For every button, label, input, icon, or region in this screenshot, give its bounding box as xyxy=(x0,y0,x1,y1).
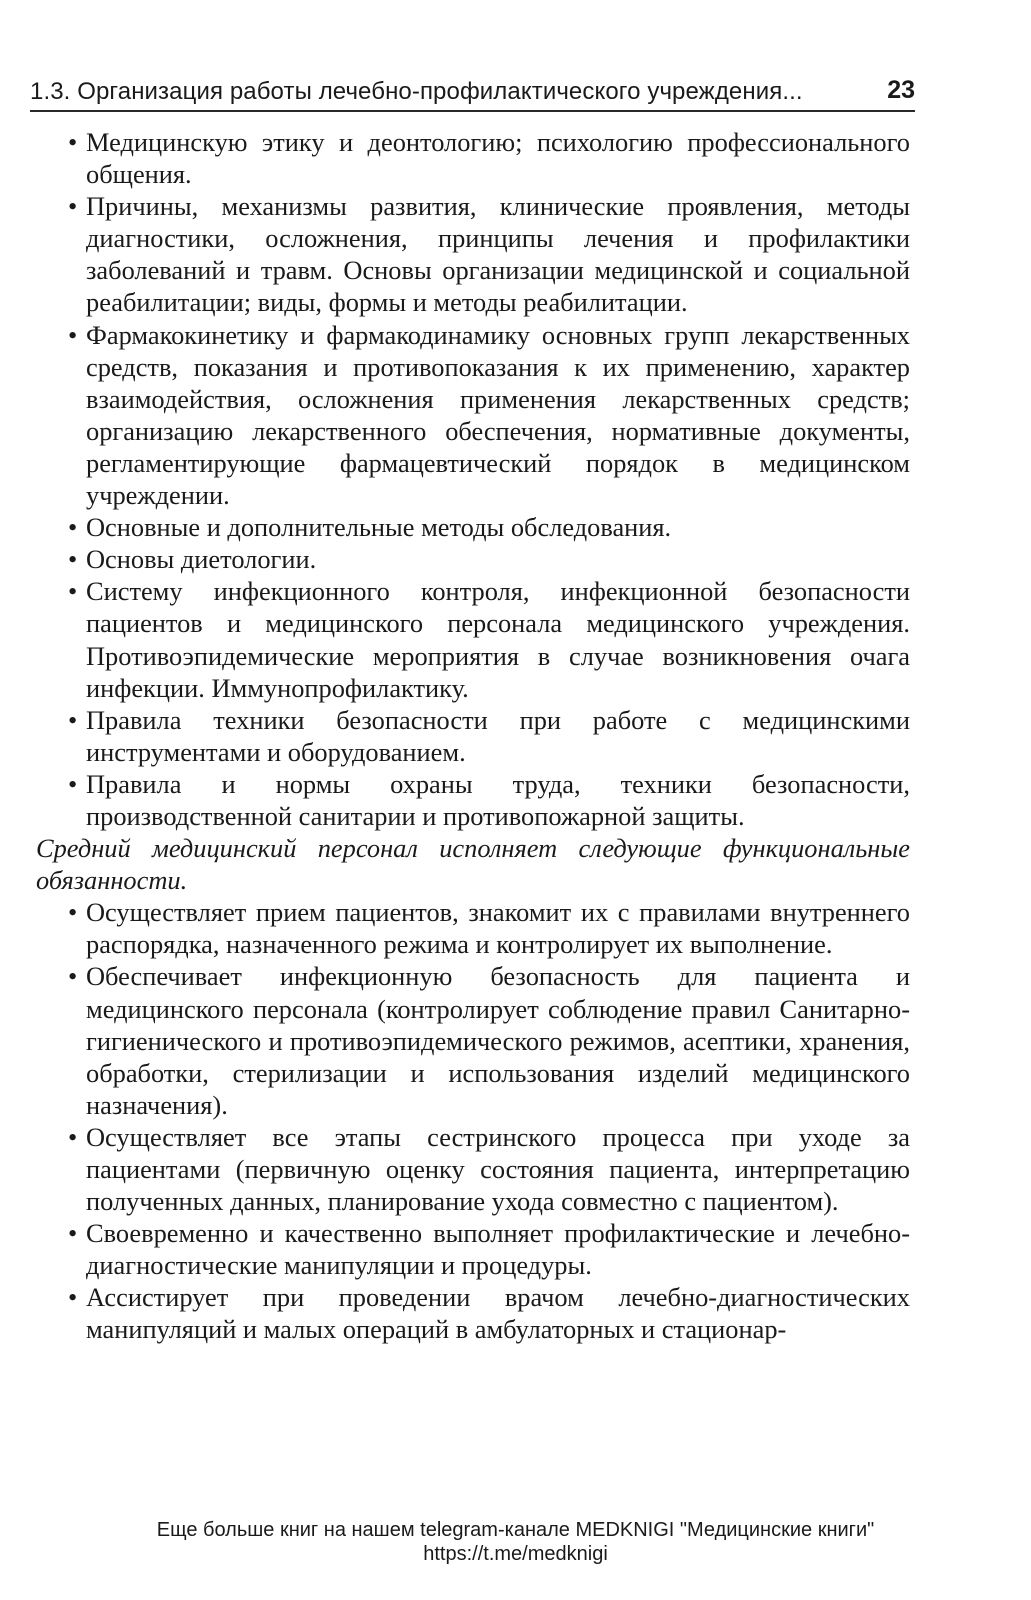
bullet: • xyxy=(68,576,78,607)
bullet: • xyxy=(68,961,78,992)
bullet: • xyxy=(68,319,78,350)
page-body xyxy=(36,126,910,1346)
duties-list xyxy=(62,896,910,1345)
bullet: • xyxy=(68,897,78,928)
list-item xyxy=(62,960,910,1120)
list-item xyxy=(62,768,910,832)
list-item xyxy=(62,126,910,190)
list-item-text: Осуществляет прием пациентов, знакомит их с правилами внутреннего распорядка, назначенного режима и контролирует их выполнение. xyxy=(86,897,910,960)
bullet: • xyxy=(68,191,78,222)
list-item xyxy=(62,319,910,512)
list-item-text: Правила и нормы охраны труда, техники безопасности, производственной санитарии и противопожарной защиты. xyxy=(86,768,910,831)
knowledge-list xyxy=(62,126,910,832)
bullet: • xyxy=(68,512,78,543)
list-item-text: Медицинскую этику и деонтологию; психологию профессионального общения. xyxy=(86,127,910,190)
list-item xyxy=(62,896,910,960)
list-item xyxy=(62,575,910,703)
list-item xyxy=(62,1281,910,1345)
page-number: 23 xyxy=(887,76,915,104)
running-header xyxy=(30,74,915,112)
list-item-text: Правила техники безопасности при работе с медицинскими инструментами и оборудованием. xyxy=(86,704,910,767)
list-item-text: Обеспечивает инфекционную безопасность для пациента и медицинского персонала (контролирует соблюдение правил Санитарно-гигиенического и противоэпидемического режимов, асептики, хранения, обработки, стерилизации и использования изделий медицинского назначения). xyxy=(86,961,910,1120)
promo-footer xyxy=(0,1518,1031,1566)
bullet: • xyxy=(68,1282,78,1313)
list-item xyxy=(62,511,910,543)
list-item-text: Фармакокинетику и фармакодинамику основных групп лекарственных средств, показания и противопоказания к их применению, характер взаимодействия, осложнения применения лекарственных средств; организацию лекарственного обеспечения, нормативные документы, регламентирующие фармацевтический порядок в медицинском учреждении. xyxy=(86,319,910,511)
list-item-text: Своевременно и качественно выполняет профилактические и лечебно-диагностические манипуляции и процедуры. xyxy=(86,1218,910,1281)
list-item xyxy=(62,704,910,768)
bullet: • xyxy=(68,544,78,575)
running-header-title: 1.3. Организация работы лечебно-профилактического учреждения... xyxy=(30,78,803,105)
list-item-text: Основы диетологии. xyxy=(86,544,317,575)
bullet: • xyxy=(68,704,78,735)
duties-intro-paragraph: Средний медицинский персонал исполняет следующие функциональные обязанности. xyxy=(36,833,910,896)
list-item xyxy=(62,1217,910,1281)
list-item xyxy=(62,190,910,318)
bullet: • xyxy=(68,1218,78,1249)
promo-footer-link[interactable]: https://t.me/medknigi xyxy=(423,1543,608,1565)
list-item xyxy=(62,543,910,575)
list-item-text: Систему инфекционного контроля, инфекционной безопасности пациентов и медицинского персонала медицинского учреждения. Противоэпидемические мероприятия в случае возникновения очага инфекции. Иммунопрофилактику. xyxy=(86,576,910,703)
list-item-text: Осуществляет все этапы сестринского процесса при уходе за пациентами (первичную оценку состояния пациента, интерпретацию полученных данных, планирование ухода совместно с пациентом). xyxy=(86,1121,910,1217)
bullet: • xyxy=(68,127,78,157)
promo-footer-text: Еще больше книг на нашем telegram-канале MEDKNIGI "Медицинские книги" xyxy=(156,1519,875,1541)
bullet: • xyxy=(68,768,78,799)
list-item-text: Ассистирует при проведении врачом лечебно-диагностических манипуляций и малых операций в амбулаторных и стационар- xyxy=(86,1282,910,1345)
list-item-text: Причины, механизмы развития, клинические проявления, методы диагностики, осложнения, принципы лечения и профилактики заболеваний и травм. Основы организации медицинской и социальной реабилитации; виды, формы и методы реабилитации. xyxy=(86,191,910,318)
list-item xyxy=(62,1121,910,1217)
bullet: • xyxy=(68,1121,78,1152)
list-item-text: Основные и дополнительные методы обследования. xyxy=(86,512,672,543)
